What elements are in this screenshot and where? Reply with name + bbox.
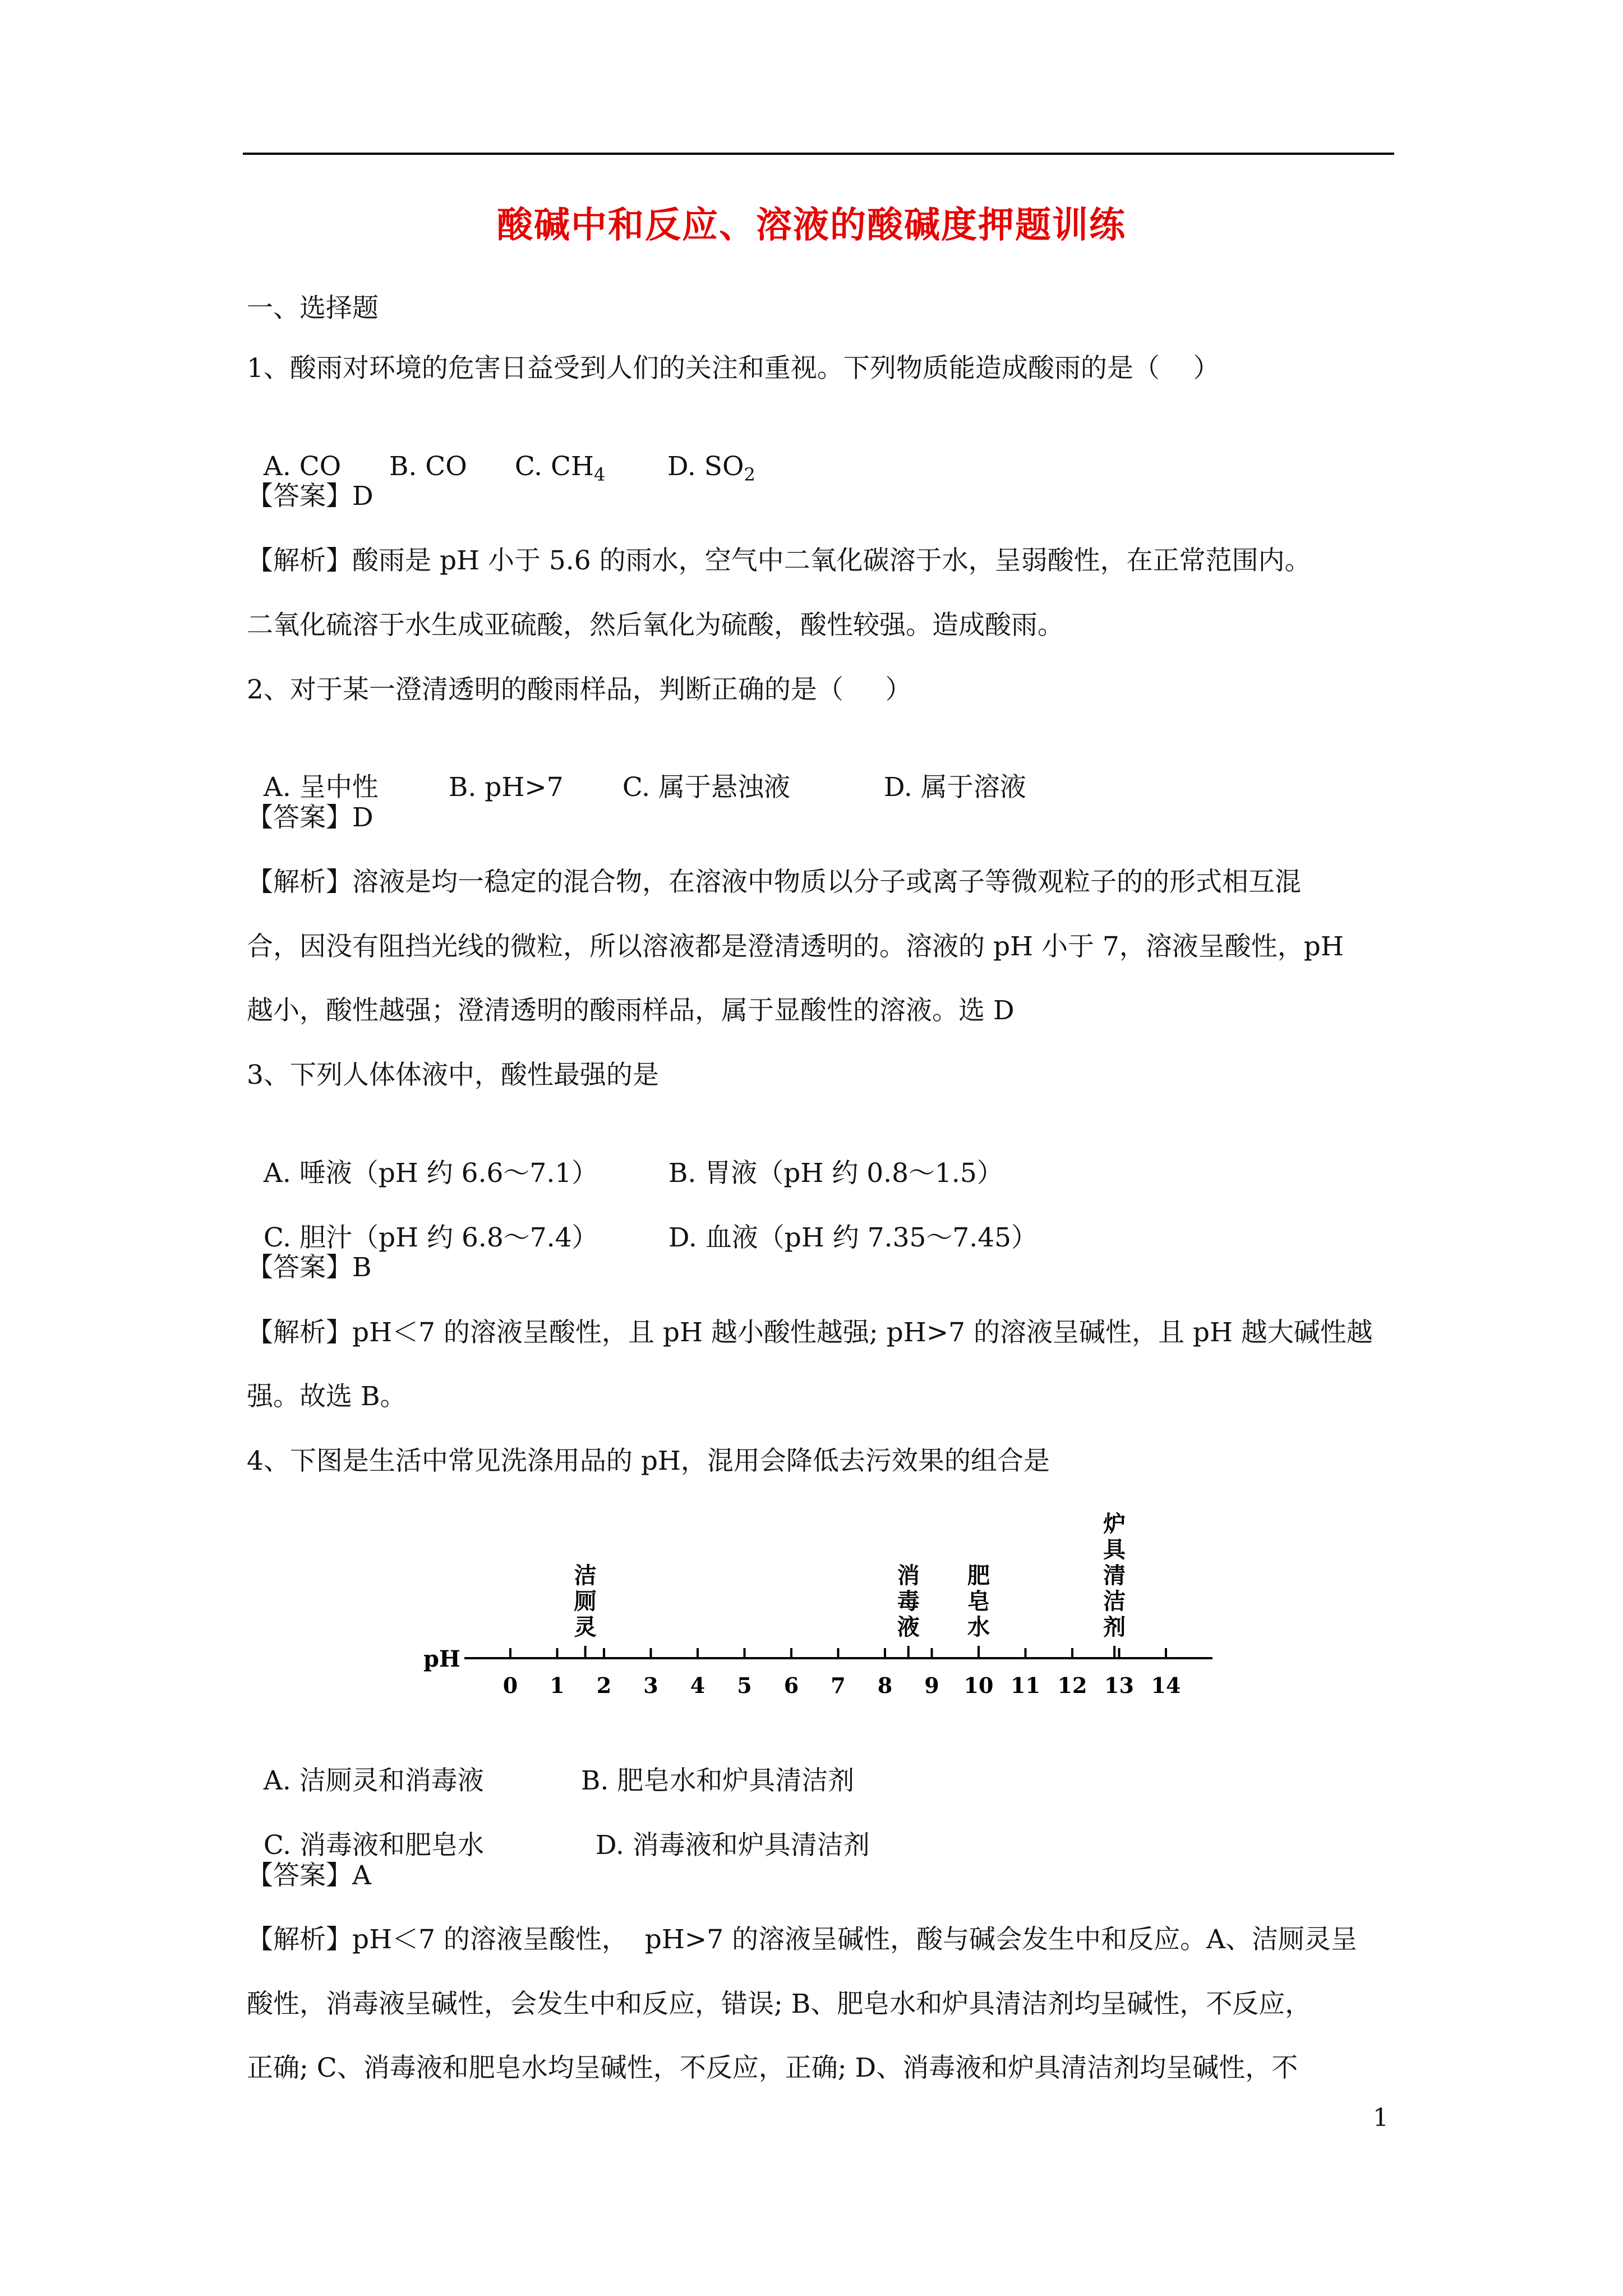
ph-product-label: 肥皂水 [967, 1562, 990, 1640]
q2-analysis-line3: 越小，酸性越强；澄清透明的酸雨样品，属于显酸性的溶液。选 D [247, 995, 1015, 1026]
ph-tick-label: 14 [1151, 1673, 1181, 1698]
ph-tick-label: 3 [643, 1673, 658, 1698]
q4-option-a: A. 洁厕灵和消毒液 [263, 1765, 484, 1796]
q4-analysis-line2: 酸性，消毒液呈碱性，会发生中和反应，错误; B、肥皂水和炉具清洁剂均呈碱性，不反应， [247, 1989, 1312, 2019]
ph-tick-label: 9 [924, 1673, 939, 1698]
ph-tick-label: 5 [737, 1673, 752, 1698]
q2-analysis-line1: 【解析】溶液是均一稳定的混合物，在溶液中物质以分子或离子等微观粒子的的形式相互混 [247, 867, 1301, 898]
q2-option-d: D. 属于溶液 [883, 772, 1026, 803]
ph-tick-label: 0 [502, 1673, 518, 1698]
q2-option-a: A. 呈中性 [263, 772, 379, 803]
ph-tick-label: 11 [1011, 1673, 1040, 1698]
q2-options [247, 737, 1026, 804]
page-number: 1 [1373, 2104, 1389, 2132]
q4-options-row2 [247, 1795, 870, 1862]
q1-option-d [667, 450, 755, 491]
q2-option-b: B. pH>7 [448, 772, 564, 803]
q2-analysis-line2: 合，因没有阻挡光线的微粒，所以溶液都是澄清透明的。溶液的 pH 小于 7，溶液呈酸性，pH [247, 931, 1344, 962]
ph-tick-label: 7 [831, 1673, 846, 1698]
q1-option-b: B. CO [389, 451, 467, 482]
q3-stem: 3、下列人体体液中，酸性最强的是 [247, 1060, 659, 1091]
ph-tick-label: 1 [550, 1673, 565, 1698]
q1-answer: 【答案】D [247, 481, 374, 512]
q4-option-d: D. 消毒液和炉具清洁剂 [595, 1830, 870, 1861]
ph-products [574, 1511, 1127, 1658]
q1-option-c-main: C. CH [514, 451, 594, 482]
ph-tick-label: 12 [1057, 1673, 1087, 1698]
ph-product-label: 洁厕灵 [574, 1562, 597, 1640]
ph-tick-label: 10 [963, 1673, 994, 1698]
ph-axis-label: pH [423, 1646, 460, 1672]
q3-option-c: C. 胆汁（pH 约 6.8～7.4） [263, 1222, 598, 1253]
q3-option-b: B. 胃液（pH 约 0.8～1.5） [668, 1158, 1003, 1189]
q3-analysis-line2: 强。故选 B。 [247, 1381, 407, 1412]
q4-answer: 【答案】A [247, 1860, 371, 1891]
q2-option-c: C. 属于悬浊液 [622, 772, 791, 803]
page-title: 酸碱中和反应、溶液的酸碱度押题训练 [497, 205, 1126, 246]
ph-tick-label: 2 [596, 1673, 612, 1698]
q2-stem: 2、对于某一澄清透明的酸雨样品，判断正确的是（ ） [247, 674, 912, 705]
q4-option-c: C. 消毒液和肥皂水 [263, 1830, 485, 1861]
ph-tick-label: 13 [1104, 1673, 1134, 1698]
section-heading: 一、选择题 [247, 293, 379, 324]
q3-option-d: D. 血液（pH 约 7.35～7.45） [668, 1222, 1038, 1253]
q1-analysis-line2: 二氧化硫溶于水生成亚硫酸，然后氧化为硫酸，酸性较强。造成酸雨。 [247, 610, 1064, 641]
q3-options-row1 [247, 1123, 1003, 1190]
ph-ticks [503, 1648, 1181, 1698]
q1-analysis-line1: 【解析】酸雨是 pH 小于 5.6 的雨水，空气中二氧化碳溶于水，呈弱酸性，在正常范围内。 [247, 545, 1311, 576]
ph-product-label: 消毒液 [897, 1562, 920, 1640]
q1-option-d-sub: 2 [744, 464, 755, 485]
q3-answer: 【答案】B [247, 1252, 372, 1283]
ph-scale-figure [393, 1492, 1245, 1722]
ph-product-label: 炉具清洁剂 [1103, 1511, 1126, 1640]
q4-stem: 4、下图是生活中常见洗涤用品的 pH，混用会降低去污效果的组合是 [247, 1446, 1050, 1476]
ph-tick-label: 4 [690, 1673, 706, 1698]
ph-tick-label: 6 [783, 1673, 799, 1698]
q2-answer: 【答案】D [247, 802, 374, 833]
q1-option-a: A. CO [263, 451, 342, 482]
q1-option-d-main: D. SO [667, 451, 744, 482]
q1-option-c [515, 450, 667, 491]
q3-analysis-line1: 【解析】pH＜7 的溶液呈酸性，且 pH 越小酸性越强; pH>7 的溶液呈碱性，且 pH 越大碱性越 [247, 1317, 1373, 1348]
q4-analysis-line3: 正确; C、消毒液和肥皂水均呈碱性，不反应，正确; D、消毒液和炉具清洁剂均呈碱性，不 [247, 2053, 1298, 2083]
q1-stem: 1、酸雨对环境的危害日益受到人们的关注和重视。下列物质能造成酸雨的是（ ） [247, 353, 1220, 384]
q1-option-c-sub: 4 [594, 464, 606, 485]
q3-option-a: A. 唾液（pH 约 6.6～7.1） [263, 1158, 598, 1189]
q4-analysis-line1: 【解析】pH＜7 的溶液呈酸性， pH>7 的溶液呈碱性，酸与碱会发生中和反应。A、洁厕灵呈 [247, 1924, 1358, 1955]
q4-option-b: B. 肥皂水和炉具清洁剂 [580, 1765, 855, 1796]
ph-tick-label: 8 [877, 1673, 893, 1698]
q4-options-row1 [247, 1731, 854, 1798]
q3-options-row2 [247, 1188, 1038, 1255]
header-rule [243, 153, 1394, 155]
